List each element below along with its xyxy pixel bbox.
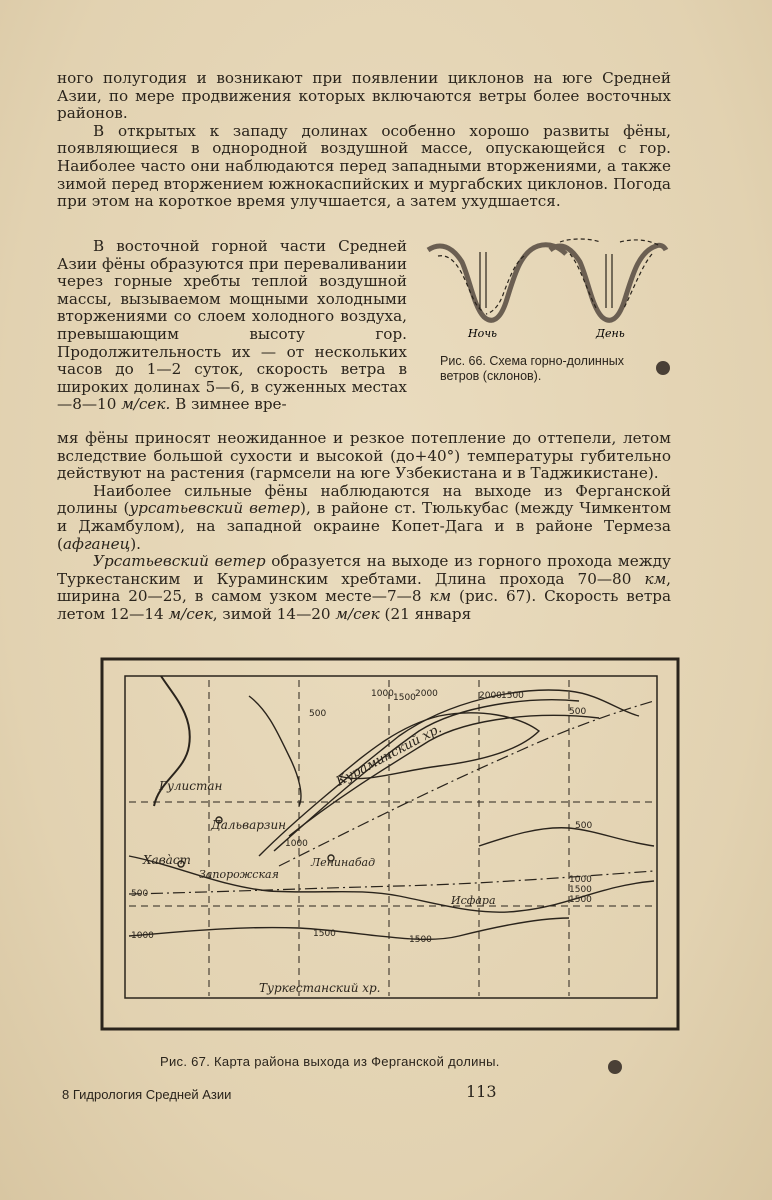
night-label: Ночь: [468, 327, 498, 340]
place-leninabad: Ленинабад: [311, 856, 376, 869]
contour-label: 1000: [569, 875, 592, 885]
text-block-bottom: [57, 430, 671, 624]
binding-hole: [656, 361, 670, 375]
contour-label: 1500: [409, 935, 432, 945]
term-ursatyevsky: урсатьевский ветер: [129, 499, 301, 518]
paragraph-3-tail: В зимнее вре-: [175, 395, 287, 414]
contour-label: 1000: [285, 839, 308, 849]
place-zaporozhskaya: Запорожская: [199, 868, 279, 881]
contour-label: 1500: [501, 691, 524, 701]
place-isfara: Исфара: [451, 894, 496, 907]
range-kuraminsky: Кураминский хр.: [333, 721, 445, 790]
paragraph-5: Урсатьевский ветер образуется на выходе из горного прохода между Туркестанским и Кураминским хребтами. Длина прохода 70—80 км, ширина 20—25, в самом узком месте—7—8 км (рис. 67). Скорость ветра летом 12—14 м/сек, зимой 14—20 м/сек (21 января: [57, 552, 672, 623]
page-number: 113: [466, 1082, 497, 1101]
contour-label: 2000: [479, 691, 502, 701]
contour-label: 1500: [569, 895, 592, 905]
term-afganets: афганец: [62, 534, 131, 553]
unit-ms: м/сек.: [121, 395, 171, 414]
contour-label: 1500: [569, 885, 592, 895]
contour-label: 1500: [313, 929, 336, 939]
place-gulistan: Гулистан: [159, 779, 223, 793]
figure-66-caption: Рис. 66. Схема горно-долинных ветров (склонов).: [440, 354, 624, 383]
figure-67-map: [99, 656, 681, 1032]
contour-label: 500: [309, 709, 327, 719]
contour-label: 2000: [415, 689, 438, 699]
contour-label: 500: [569, 707, 587, 717]
paragraph-3-continued: мя фёны приносят неожиданное и резкое потепление до оттепели, летом вследствие большой сухости и высокой (до+40°) температуры губительно действуют на растения (гармсели на юге Узбекистана и в Таджикистане).: [57, 429, 671, 483]
term-ursatyevsky-2: Урсатьевский ветер: [93, 552, 266, 571]
printer-signature: 8 Гидрология Средней Азии: [62, 1087, 232, 1102]
paragraph-2: В открытых к западу долинах особенно хорошо развиты фёны, появляющиеся в однородной воздушной массе, опускающейся с гор. Наиболее часто они наблюдаются перед западными вторжениями, а также зимой перед вторжением южнокаспийских и мургабских циклонов. Погода при этом на короткое время улучшается, а затем ухудшается.: [57, 121, 671, 211]
figure-67-caption: Рис. 67. Карта района выхода из Ферганской долины.: [160, 1054, 500, 1069]
contour-label: 1000: [371, 689, 394, 699]
paragraph-1: ного полугодия и возникают при появлении циклонов на юге Средней Азии, по мере продвижения которых включаются ветры более восточных районов.: [57, 69, 671, 123]
paragraph-4: Наиболее сильные фёны наблюдаются на выходе из Ферганской долины (урсатьевский ветер), в районе ст. Тюлькубас (между Чимкентом и Джамбулом), на западной окраине Копет-Дага и в районе Термеза (афганец).: [57, 481, 672, 553]
paragraph-3-text: В восточной горной части Средней Азии фёны образуются при переваливании через горные хребты теплой воздушной массы, вызываемом мощными холодными вторжениями со слоем холодного воздуха, превышающим высоту гор. Продолжительность их — от нескольких часов до 1—2 суток, скорость ветра в широких долинах 5—6, в суженных местах—8—10: [57, 237, 407, 414]
mountain-valley-wind-diagram: [420, 232, 670, 352]
paragraph-3-wrapped: [57, 238, 407, 414]
range-turkestansky: Туркестанский хр.: [259, 981, 381, 995]
fergana-exit-map: [99, 656, 681, 1032]
contour-label: 1500: [393, 693, 416, 703]
text-block-top: [57, 70, 671, 211]
contour-label: 500: [131, 889, 149, 899]
place-khavast: Хавàст: [143, 853, 191, 867]
binding-hole: [608, 1060, 622, 1074]
figure-66: [420, 232, 670, 392]
contour-label: 500: [575, 821, 593, 831]
contour-label: 1000: [131, 931, 154, 941]
day-label: День: [596, 327, 625, 340]
place-dalvarzin: Дальварзин: [211, 818, 287, 832]
